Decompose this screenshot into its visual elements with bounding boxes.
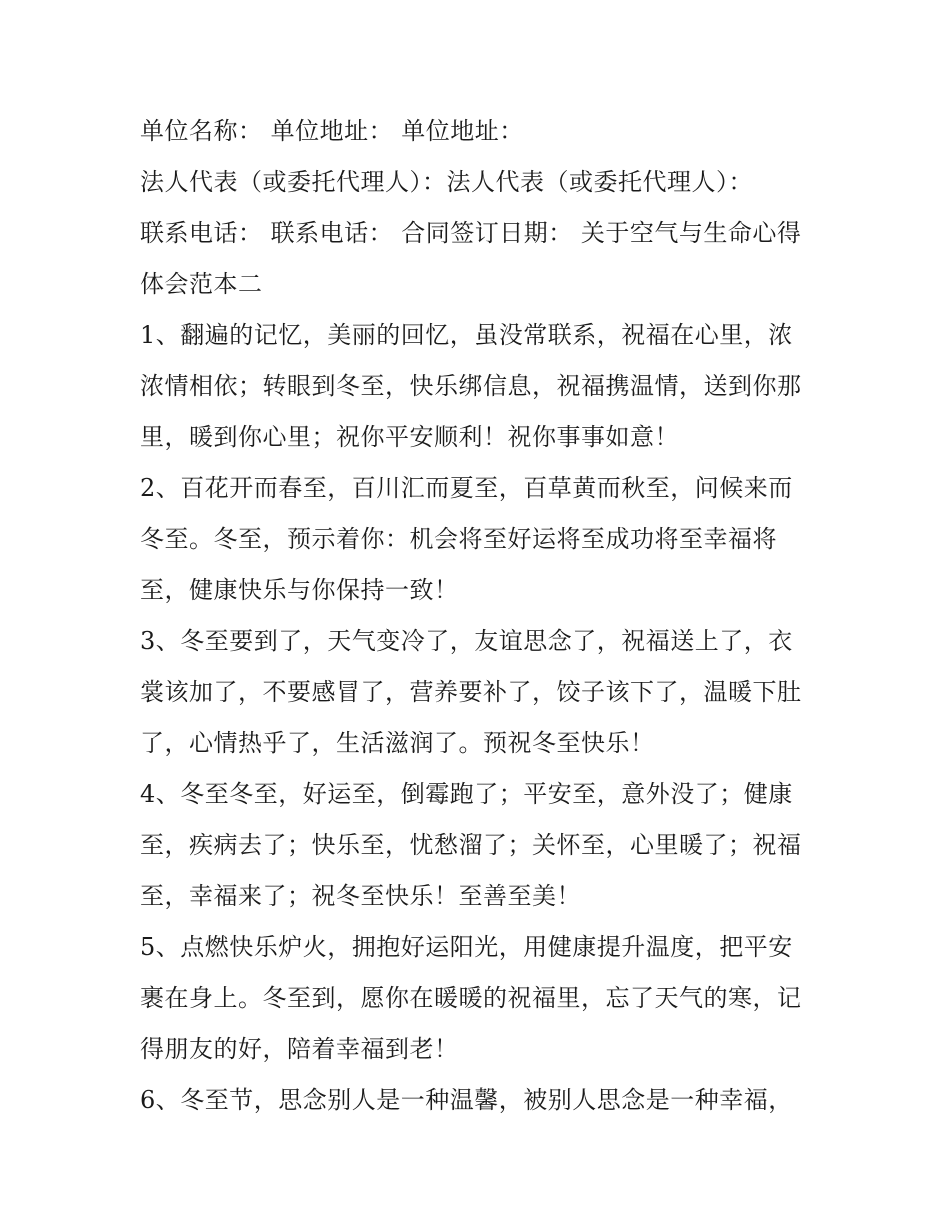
text-line: 裹在身上。冬至到，愿你在暖暖的祝福里，忘了天气的寒，记 [140, 984, 802, 1012]
text-line: 单位名称： 单位地址： 单位地址： [140, 117, 524, 145]
text-line: 了，心情热乎了，生活滋润了。预祝冬至快乐！ [140, 729, 655, 757]
text-line: 2、百花开而春至，百川汇而夏至，百草黄而秋至，问候来而 [140, 474, 793, 502]
text-line: 6、冬至节，思念别人是一种温馨，被别人思念是一种幸福， [140, 1086, 793, 1114]
text-line: 3、冬至要到了，天气变冷了，友谊思念了，祝福送上了，衣 [140, 627, 793, 655]
text-line: 1、翻遍的记忆，美丽的回忆，虽没常联系，祝福在心里，浓 [140, 321, 793, 349]
text-line: 体会范本二 [140, 270, 263, 298]
text-line: 至，疾病去了；快乐至，忧愁溜了；关怀至，心里暖了；祝福 [140, 831, 802, 859]
text-line: 法人代表（或委托代理人）：法人代表（或委托代理人）： [140, 168, 753, 196]
document-body [140, 106, 820, 1126]
text-line: 4、冬至冬至，好运至，倒霉跑了；平安至，意外没了；健康 [140, 780, 793, 808]
text-line: 至，幸福来了；祝冬至快乐！至善至美！ [140, 882, 581, 910]
text-line: 至，健康快乐与你保持一致！ [140, 576, 459, 604]
text-line: 5、点燃快乐炉火，拥抱好运阳光，用健康提升温度，把平安 [140, 933, 793, 961]
text-line: 冬至。冬至，预示着你：机会将至好运将至成功将至幸福将 [140, 525, 777, 553]
text-line: 得朋友的好，陪着幸福到老！ [140, 1035, 459, 1063]
text-line: 裳该加了，不要感冒了，营养要补了，饺子该下了，温暖下肚 [140, 678, 802, 706]
text-line: 联系电话： 联系电话： 合同签订日期： 关于空气与生命心得 [140, 219, 802, 247]
text-line: 浓情相依；转眼到冬至，快乐绑信息，祝福携温情，送到你那 [140, 372, 802, 400]
text-line: 里，暖到你心里；祝你平安顺利！祝你事事如意！ [140, 423, 679, 451]
